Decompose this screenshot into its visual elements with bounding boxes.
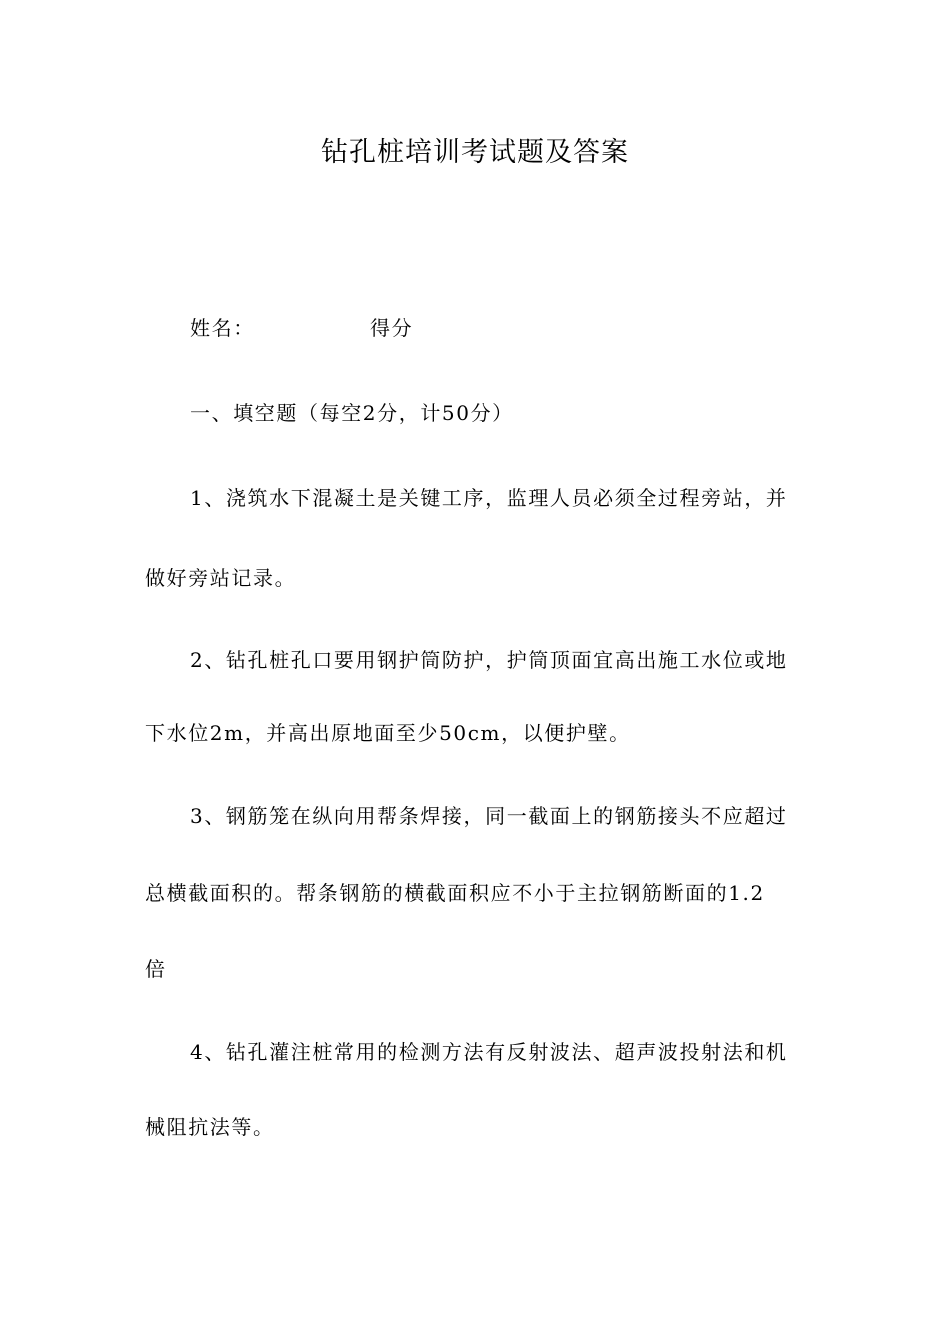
question-2-line-2: 下水位2m，并高出原地面至少50cm，以便护壁。 bbox=[145, 721, 631, 745]
score-label: 得分 bbox=[370, 316, 414, 340]
question-1-line-1: 1、浇筑水下混凝土是关键工序，监理人员必须全过程旁站，并 bbox=[190, 486, 788, 510]
name-label: 姓名： bbox=[190, 316, 255, 340]
question-3-line-3: 倍 bbox=[145, 957, 167, 981]
question-3-line-2: 总横截面积的。帮条钢筋的横截面积应不小于主拉钢筋断面的1.2 bbox=[145, 881, 765, 905]
page-title: 钻孔桩培训考试题及答案 bbox=[321, 137, 629, 168]
question-4-line-1: 4、钻孔灌注桩常用的检测方法有反射波法、超声波投射法和机 bbox=[190, 1040, 788, 1064]
question-3-line-1: 3、钢筋笼在纵向用帮条焊接，同一截面上的钢筋接头不应超过 bbox=[190, 804, 788, 828]
question-4-line-2: 械阻抗法等。 bbox=[145, 1115, 275, 1139]
question-2-line-1: 2、钻孔桩孔口要用钢护筒防护，护筒顶面宜高出施工水位或地 bbox=[190, 648, 788, 672]
question-1-line-2: 做好旁站记录。 bbox=[145, 566, 297, 590]
section-heading: 一、填空题（每空2分，计50分） bbox=[190, 401, 514, 425]
